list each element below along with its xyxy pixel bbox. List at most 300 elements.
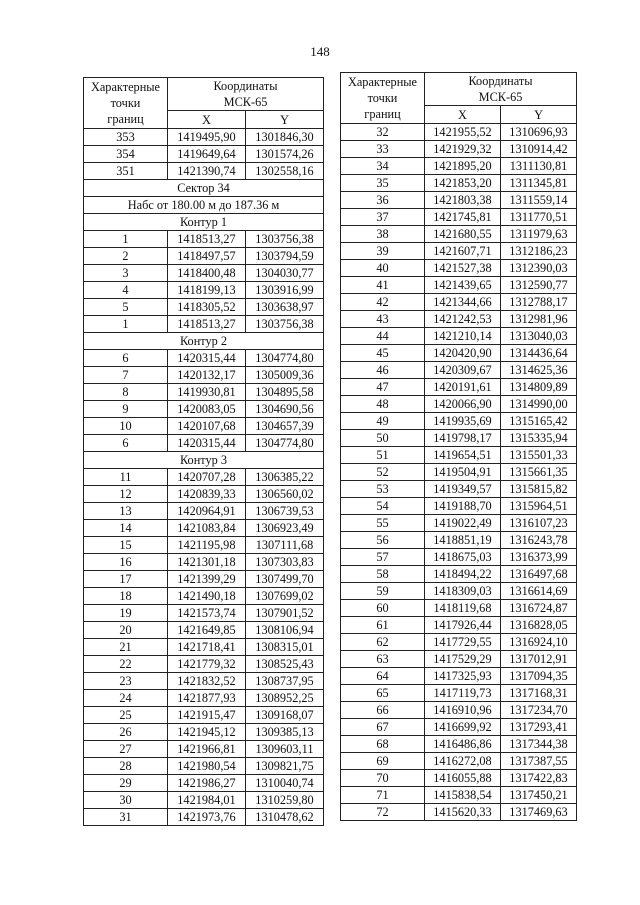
table-row bbox=[84, 384, 324, 401]
x-coordinate-cell: 1416486,86 bbox=[425, 736, 501, 753]
table-row bbox=[341, 328, 577, 345]
x-coordinate-cell: 1420191,61 bbox=[425, 379, 501, 396]
y-coordinate-cell: 1310040,74 bbox=[246, 775, 324, 792]
table-row bbox=[341, 141, 577, 158]
table-row bbox=[84, 809, 324, 826]
table-row bbox=[341, 549, 577, 566]
table-row bbox=[341, 498, 577, 515]
x-coordinate-cell: 1418851,19 bbox=[425, 532, 501, 549]
y-coordinate-cell: 1309168,07 bbox=[246, 707, 324, 724]
section-row bbox=[84, 333, 324, 350]
table-row bbox=[341, 617, 577, 634]
x-coordinate-cell: 1421718,41 bbox=[168, 639, 246, 656]
x-coordinate-cell: 1421966,81 bbox=[168, 741, 246, 758]
x-coordinate-cell: 1421984,01 bbox=[168, 792, 246, 809]
y-coordinate-cell: 1308952,25 bbox=[246, 690, 324, 707]
point-id-cell: 34 bbox=[341, 158, 425, 175]
table-row bbox=[341, 668, 577, 685]
table-row bbox=[84, 435, 324, 452]
point-id-cell: 58 bbox=[341, 566, 425, 583]
section-row bbox=[84, 214, 324, 231]
point-id-cell: 37 bbox=[341, 209, 425, 226]
points-header bbox=[84, 78, 168, 129]
x-coordinate-cell: 1420132,17 bbox=[168, 367, 246, 384]
x-coordinate-cell: 1417729,55 bbox=[425, 634, 501, 651]
x-coordinate-cell: 1420315,44 bbox=[168, 350, 246, 367]
table-row bbox=[341, 124, 577, 141]
table-row bbox=[341, 515, 577, 532]
points-header-line: Характерные bbox=[90, 80, 161, 94]
x-coordinate-cell: 1419654,51 bbox=[425, 447, 501, 464]
point-id-cell: 57 bbox=[341, 549, 425, 566]
table-row bbox=[84, 367, 324, 384]
table-row bbox=[84, 520, 324, 537]
y-coordinate-cell: 1310914,42 bbox=[501, 141, 577, 158]
table-row bbox=[84, 690, 324, 707]
table-row bbox=[341, 192, 577, 209]
x-coordinate-cell: 1418309,03 bbox=[425, 583, 501, 600]
y-coordinate-cell: 1303638,97 bbox=[246, 299, 324, 316]
x-header: X bbox=[168, 111, 246, 129]
point-id-cell: 30 bbox=[84, 792, 168, 809]
x-coordinate-cell: 1420964,91 bbox=[168, 503, 246, 520]
coordinates-table-right bbox=[340, 72, 577, 821]
coords-header bbox=[425, 73, 577, 106]
point-id-cell: 33 bbox=[341, 141, 425, 158]
point-id-cell: 6 bbox=[84, 350, 168, 367]
x-coordinate-cell: 1421853,20 bbox=[425, 175, 501, 192]
points-header-line: границ bbox=[364, 107, 401, 121]
table-row bbox=[84, 146, 324, 163]
y-header: Y bbox=[501, 106, 577, 124]
x-coordinate-cell: 1419930,81 bbox=[168, 384, 246, 401]
point-id-cell: 20 bbox=[84, 622, 168, 639]
point-id-cell: 6 bbox=[84, 435, 168, 452]
point-id-cell: 1 bbox=[84, 316, 168, 333]
y-coordinate-cell: 1311130,81 bbox=[501, 158, 577, 175]
y-coordinate-cell: 1304895,58 bbox=[246, 384, 324, 401]
y-coordinate-cell: 1316497,68 bbox=[501, 566, 577, 583]
points-header-line: точки bbox=[110, 96, 141, 110]
y-coordinate-cell: 1308315,01 bbox=[246, 639, 324, 656]
x-coordinate-cell: 1418199,13 bbox=[168, 282, 246, 299]
x-coordinate-cell: 1421680,55 bbox=[425, 226, 501, 243]
y-coordinate-cell: 1312981,96 bbox=[501, 311, 577, 328]
table-row bbox=[341, 260, 577, 277]
y-coordinate-cell: 1311979,63 bbox=[501, 226, 577, 243]
table-row bbox=[341, 430, 577, 447]
point-id-cell: 68 bbox=[341, 736, 425, 753]
point-id-cell: 14 bbox=[84, 520, 168, 537]
x-coordinate-cell: 1421399,29 bbox=[168, 571, 246, 588]
points-header-line: Характерные bbox=[347, 75, 418, 89]
x-coordinate-cell: 1421527,38 bbox=[425, 260, 501, 277]
x-coordinate-cell: 1421915,47 bbox=[168, 707, 246, 724]
table-row bbox=[84, 282, 324, 299]
y-coordinate-cell: 1311559,14 bbox=[501, 192, 577, 209]
table-row bbox=[341, 719, 577, 736]
x-coordinate-cell: 1421242,53 bbox=[425, 311, 501, 328]
y-coordinate-cell: 1304030,77 bbox=[246, 265, 324, 282]
x-coordinate-cell: 1419349,57 bbox=[425, 481, 501, 498]
point-id-cell: 71 bbox=[341, 787, 425, 804]
x-coordinate-cell: 1421301,18 bbox=[168, 554, 246, 571]
y-coordinate-cell: 1315501,33 bbox=[501, 447, 577, 464]
section-label: Сектор 34 bbox=[84, 180, 324, 197]
y-coordinate-cell: 1317094,35 bbox=[501, 668, 577, 685]
y-coordinate-cell: 1301846,30 bbox=[246, 129, 324, 146]
point-id-cell: 3 bbox=[84, 265, 168, 282]
y-coordinate-cell: 1315661,35 bbox=[501, 464, 577, 481]
table-row bbox=[341, 379, 577, 396]
table-row bbox=[341, 243, 577, 260]
y-coordinate-cell: 1303794,59 bbox=[246, 248, 324, 265]
table-row bbox=[341, 209, 577, 226]
table-row bbox=[341, 600, 577, 617]
x-coordinate-cell: 1419495,90 bbox=[168, 129, 246, 146]
point-id-cell: 59 bbox=[341, 583, 425, 600]
point-id-cell: 21 bbox=[84, 639, 168, 656]
point-id-cell: 61 bbox=[341, 617, 425, 634]
y-coordinate-cell: 1316828,05 bbox=[501, 617, 577, 634]
point-id-cell: 38 bbox=[341, 226, 425, 243]
table-row bbox=[84, 724, 324, 741]
x-coordinate-cell: 1421745,81 bbox=[425, 209, 501, 226]
y-coordinate-cell: 1309385,13 bbox=[246, 724, 324, 741]
table-body bbox=[84, 129, 324, 826]
y-coordinate-cell: 1312186,23 bbox=[501, 243, 577, 260]
point-id-cell: 45 bbox=[341, 345, 425, 362]
table-row bbox=[341, 532, 577, 549]
table-row bbox=[84, 792, 324, 809]
x-coordinate-cell: 1420315,44 bbox=[168, 435, 246, 452]
y-coordinate-cell: 1311770,51 bbox=[501, 209, 577, 226]
y-coordinate-cell: 1306739,53 bbox=[246, 503, 324, 520]
table-row bbox=[84, 248, 324, 265]
y-coordinate-cell: 1314809,89 bbox=[501, 379, 577, 396]
x-coordinate-cell: 1419935,69 bbox=[425, 413, 501, 430]
x-coordinate-cell: 1421607,71 bbox=[425, 243, 501, 260]
x-coordinate-cell: 1420707,28 bbox=[168, 469, 246, 486]
point-id-cell: 65 bbox=[341, 685, 425, 702]
coordinates-table-left bbox=[83, 77, 324, 826]
table-row bbox=[341, 464, 577, 481]
point-id-cell: 40 bbox=[341, 260, 425, 277]
x-coordinate-cell: 1418119,68 bbox=[425, 600, 501, 617]
point-id-cell: 4 bbox=[84, 282, 168, 299]
point-id-cell: 9 bbox=[84, 401, 168, 418]
point-id-cell: 28 bbox=[84, 758, 168, 775]
y-coordinate-cell: 1306560,02 bbox=[246, 486, 324, 503]
y-coordinate-cell: 1309821,75 bbox=[246, 758, 324, 775]
table-row bbox=[84, 741, 324, 758]
x-coordinate-cell: 1416055,88 bbox=[425, 770, 501, 787]
x-coordinate-cell: 1421945,12 bbox=[168, 724, 246, 741]
y-coordinate-cell: 1316614,69 bbox=[501, 583, 577, 600]
y-coordinate-cell: 1304657,39 bbox=[246, 418, 324, 435]
table-row bbox=[84, 571, 324, 588]
y-coordinate-cell: 1317234,70 bbox=[501, 702, 577, 719]
x-coordinate-cell: 1421649,85 bbox=[168, 622, 246, 639]
y-coordinate-cell: 1317344,38 bbox=[501, 736, 577, 753]
y-coordinate-cell: 1317293,41 bbox=[501, 719, 577, 736]
x-coordinate-cell: 1421803,38 bbox=[425, 192, 501, 209]
x-coordinate-cell: 1420839,33 bbox=[168, 486, 246, 503]
table-row bbox=[341, 702, 577, 719]
table-row bbox=[84, 537, 324, 554]
y-coordinate-cell: 1304774,80 bbox=[246, 350, 324, 367]
table-row bbox=[341, 481, 577, 498]
y-coordinate-cell: 1316724,87 bbox=[501, 600, 577, 617]
table-row bbox=[341, 345, 577, 362]
y-coordinate-cell: 1310696,93 bbox=[501, 124, 577, 141]
y-coordinate-cell: 1303916,99 bbox=[246, 282, 324, 299]
table-row bbox=[84, 758, 324, 775]
point-id-cell: 15 bbox=[84, 537, 168, 554]
points-header-line: границ bbox=[107, 112, 144, 126]
x-coordinate-cell: 1418513,27 bbox=[168, 231, 246, 248]
y-coordinate-cell: 1303756,38 bbox=[246, 231, 324, 248]
x-coordinate-cell: 1418513,27 bbox=[168, 316, 246, 333]
table-row bbox=[84, 673, 324, 690]
y-coordinate-cell: 1307901,52 bbox=[246, 605, 324, 622]
y-coordinate-cell: 1307699,02 bbox=[246, 588, 324, 605]
point-id-cell: 26 bbox=[84, 724, 168, 741]
table-row bbox=[341, 311, 577, 328]
x-coordinate-cell: 1418305,52 bbox=[168, 299, 246, 316]
x-coordinate-cell: 1421832,52 bbox=[168, 673, 246, 690]
x-coordinate-cell: 1419504,91 bbox=[425, 464, 501, 481]
table-row bbox=[84, 231, 324, 248]
point-id-cell: 17 bbox=[84, 571, 168, 588]
table-row bbox=[84, 656, 324, 673]
point-id-cell: 29 bbox=[84, 775, 168, 792]
table-row bbox=[84, 588, 324, 605]
table-row bbox=[84, 622, 324, 639]
point-id-cell: 69 bbox=[341, 753, 425, 770]
y-coordinate-cell: 1301574,26 bbox=[246, 146, 324, 163]
y-coordinate-cell: 1308106,94 bbox=[246, 622, 324, 639]
table-row bbox=[84, 707, 324, 724]
point-id-cell: 63 bbox=[341, 651, 425, 668]
point-id-cell: 67 bbox=[341, 719, 425, 736]
section-row bbox=[84, 452, 324, 469]
point-id-cell: 52 bbox=[341, 464, 425, 481]
x-coordinate-cell: 1421877,93 bbox=[168, 690, 246, 707]
x-coordinate-cell: 1421195,98 bbox=[168, 537, 246, 554]
x-coordinate-cell: 1421344,66 bbox=[425, 294, 501, 311]
table-row bbox=[341, 158, 577, 175]
point-id-cell: 49 bbox=[341, 413, 425, 430]
y-coordinate-cell: 1305009,36 bbox=[246, 367, 324, 384]
point-id-cell: 11 bbox=[84, 469, 168, 486]
y-coordinate-cell: 1307499,70 bbox=[246, 571, 324, 588]
table-body bbox=[341, 124, 577, 821]
x-coordinate-cell: 1421779,32 bbox=[168, 656, 246, 673]
x-coordinate-cell: 1421390,74 bbox=[168, 163, 246, 180]
y-coordinate-cell: 1316924,10 bbox=[501, 634, 577, 651]
x-coordinate-cell: 1417119,73 bbox=[425, 685, 501, 702]
point-id-cell: 31 bbox=[84, 809, 168, 826]
x-coordinate-cell: 1415838,54 bbox=[425, 787, 501, 804]
point-id-cell: 53 bbox=[341, 481, 425, 498]
point-id-cell: 66 bbox=[341, 702, 425, 719]
y-coordinate-cell: 1309603,11 bbox=[246, 741, 324, 758]
y-header: Y bbox=[246, 111, 324, 129]
table-row bbox=[341, 787, 577, 804]
point-id-cell: 8 bbox=[84, 384, 168, 401]
section-row bbox=[84, 180, 324, 197]
table-row bbox=[84, 163, 324, 180]
point-id-cell: 7 bbox=[84, 367, 168, 384]
table-row bbox=[84, 316, 324, 333]
y-coordinate-cell: 1308525,43 bbox=[246, 656, 324, 673]
y-coordinate-cell: 1312590,77 bbox=[501, 277, 577, 294]
y-coordinate-cell: 1314990,00 bbox=[501, 396, 577, 413]
coords-header bbox=[168, 78, 324, 111]
x-coordinate-cell: 1421573,74 bbox=[168, 605, 246, 622]
y-coordinate-cell: 1313040,03 bbox=[501, 328, 577, 345]
table-row bbox=[84, 503, 324, 520]
point-id-cell: 23 bbox=[84, 673, 168, 690]
x-coordinate-cell: 1416699,92 bbox=[425, 719, 501, 736]
x-coordinate-cell: 1421986,27 bbox=[168, 775, 246, 792]
table-row bbox=[341, 736, 577, 753]
point-id-cell: 50 bbox=[341, 430, 425, 447]
x-coordinate-cell: 1417325,93 bbox=[425, 668, 501, 685]
table-row bbox=[341, 175, 577, 192]
y-coordinate-cell: 1307111,68 bbox=[246, 537, 324, 554]
page-number: 148 bbox=[310, 44, 330, 59]
table-row bbox=[84, 350, 324, 367]
point-id-cell: 10 bbox=[84, 418, 168, 435]
x-coordinate-cell: 1417529,29 bbox=[425, 651, 501, 668]
section-label: Набс от 180.00 м до 187.36 м bbox=[84, 197, 324, 214]
point-id-cell: 60 bbox=[341, 600, 425, 617]
y-coordinate-cell: 1310259,80 bbox=[246, 792, 324, 809]
y-coordinate-cell: 1317168,31 bbox=[501, 685, 577, 702]
section-label: Контур 2 bbox=[84, 333, 324, 350]
x-coordinate-cell: 1420083,05 bbox=[168, 401, 246, 418]
section-label: Контур 3 bbox=[84, 452, 324, 469]
point-id-cell: 64 bbox=[341, 668, 425, 685]
point-id-cell: 72 bbox=[341, 804, 425, 821]
point-id-cell: 2 bbox=[84, 248, 168, 265]
table-row bbox=[341, 396, 577, 413]
x-coordinate-cell: 1421955,52 bbox=[425, 124, 501, 141]
x-coordinate-cell: 1420066,90 bbox=[425, 396, 501, 413]
point-id-cell: 351 bbox=[84, 163, 168, 180]
point-id-cell: 47 bbox=[341, 379, 425, 396]
point-id-cell: 54 bbox=[341, 498, 425, 515]
point-id-cell: 51 bbox=[341, 447, 425, 464]
y-coordinate-cell: 1312390,03 bbox=[501, 260, 577, 277]
table-row bbox=[341, 804, 577, 821]
x-coordinate-cell: 1419649,64 bbox=[168, 146, 246, 163]
point-id-cell: 42 bbox=[341, 294, 425, 311]
x-coordinate-cell: 1421929,32 bbox=[425, 141, 501, 158]
x-coordinate-cell: 1421210,14 bbox=[425, 328, 501, 345]
coords-header-line: МСК-65 bbox=[223, 95, 268, 109]
x-coordinate-cell: 1415620,33 bbox=[425, 804, 501, 821]
x-coordinate-cell: 1419022,49 bbox=[425, 515, 501, 532]
point-id-cell: 46 bbox=[341, 362, 425, 379]
point-id-cell: 41 bbox=[341, 277, 425, 294]
x-coordinate-cell: 1420420,90 bbox=[425, 345, 501, 362]
x-coordinate-cell: 1418400,48 bbox=[168, 265, 246, 282]
point-id-cell: 48 bbox=[341, 396, 425, 413]
table-row bbox=[84, 129, 324, 146]
table-row bbox=[84, 639, 324, 656]
point-id-cell: 24 bbox=[84, 690, 168, 707]
points-header bbox=[341, 73, 425, 124]
x-coordinate-cell: 1420107,68 bbox=[168, 418, 246, 435]
point-id-cell: 12 bbox=[84, 486, 168, 503]
x-coordinate-cell: 1421490,18 bbox=[168, 588, 246, 605]
y-coordinate-cell: 1315964,51 bbox=[501, 498, 577, 515]
y-coordinate-cell: 1310478,62 bbox=[246, 809, 324, 826]
table-row bbox=[84, 418, 324, 435]
x-coordinate-cell: 1421980,54 bbox=[168, 758, 246, 775]
y-coordinate-cell: 1311345,81 bbox=[501, 175, 577, 192]
x-coordinate-cell: 1418497,57 bbox=[168, 248, 246, 265]
point-id-cell: 22 bbox=[84, 656, 168, 673]
table-row bbox=[84, 775, 324, 792]
point-id-cell: 18 bbox=[84, 588, 168, 605]
y-coordinate-cell: 1312788,17 bbox=[501, 294, 577, 311]
table-row bbox=[341, 583, 577, 600]
point-id-cell: 13 bbox=[84, 503, 168, 520]
y-coordinate-cell: 1317450,21 bbox=[501, 787, 577, 804]
y-coordinate-cell: 1306923,49 bbox=[246, 520, 324, 537]
point-id-cell: 43 bbox=[341, 311, 425, 328]
table-row bbox=[341, 413, 577, 430]
point-id-cell: 25 bbox=[84, 707, 168, 724]
y-coordinate-cell: 1302558,16 bbox=[246, 163, 324, 180]
y-coordinate-cell: 1316373,99 bbox=[501, 549, 577, 566]
point-id-cell: 39 bbox=[341, 243, 425, 260]
x-coordinate-cell: 1421439,65 bbox=[425, 277, 501, 294]
y-coordinate-cell: 1303756,38 bbox=[246, 316, 324, 333]
x-coordinate-cell: 1421895,20 bbox=[425, 158, 501, 175]
point-id-cell: 1 bbox=[84, 231, 168, 248]
point-id-cell: 19 bbox=[84, 605, 168, 622]
table-row bbox=[84, 299, 324, 316]
x-header: X bbox=[425, 106, 501, 124]
point-id-cell: 32 bbox=[341, 124, 425, 141]
y-coordinate-cell: 1315335,94 bbox=[501, 430, 577, 447]
y-coordinate-cell: 1317469,63 bbox=[501, 804, 577, 821]
table-row bbox=[341, 753, 577, 770]
x-coordinate-cell: 1421973,76 bbox=[168, 809, 246, 826]
y-coordinate-cell: 1315815,82 bbox=[501, 481, 577, 498]
point-id-cell: 27 bbox=[84, 741, 168, 758]
point-id-cell: 36 bbox=[341, 192, 425, 209]
x-coordinate-cell: 1417926,44 bbox=[425, 617, 501, 634]
point-id-cell: 5 bbox=[84, 299, 168, 316]
x-coordinate-cell: 1420309,67 bbox=[425, 362, 501, 379]
y-coordinate-cell: 1306385,22 bbox=[246, 469, 324, 486]
table-row bbox=[84, 401, 324, 418]
table-row bbox=[341, 634, 577, 651]
y-coordinate-cell: 1314436,64 bbox=[501, 345, 577, 362]
table-row bbox=[341, 651, 577, 668]
y-coordinate-cell: 1307303,83 bbox=[246, 554, 324, 571]
table-row bbox=[84, 486, 324, 503]
y-coordinate-cell: 1304774,80 bbox=[246, 435, 324, 452]
point-id-cell: 56 bbox=[341, 532, 425, 549]
y-coordinate-cell: 1314625,36 bbox=[501, 362, 577, 379]
